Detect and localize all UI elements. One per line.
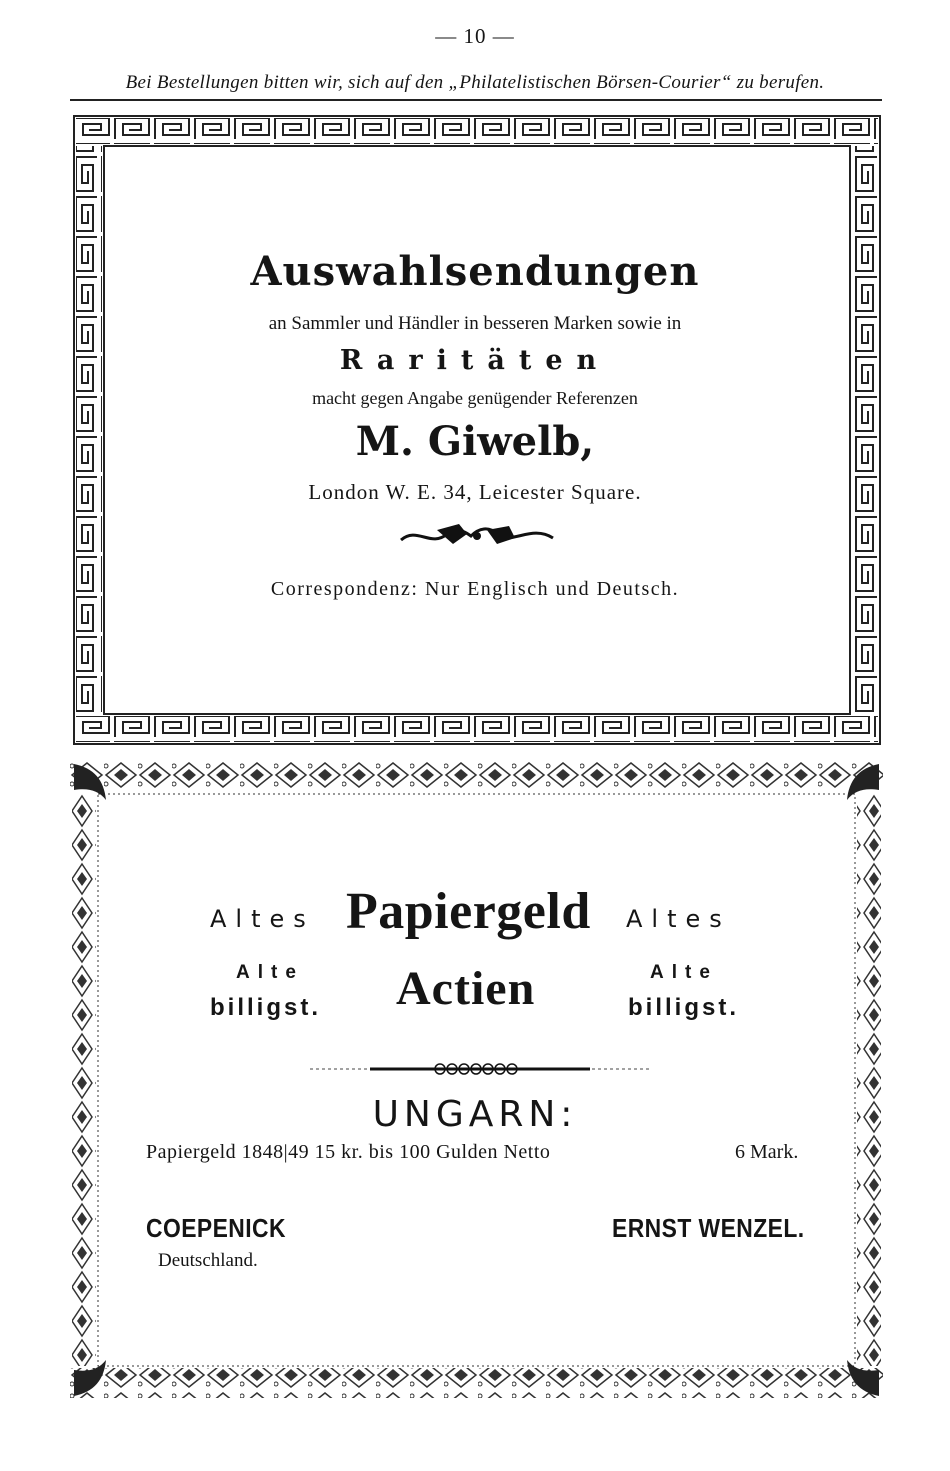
- seller-country: Deutschland.: [158, 1250, 258, 1271]
- ad1-address: London W. E. 34, Leicester Square.: [308, 480, 642, 504]
- price-value: 6 Mark.: [735, 1141, 799, 1163]
- ad1-correspondence: Correspondenz: Nur Englisch und Deutsch.: [270, 578, 680, 600]
- header-rule: [70, 99, 882, 101]
- seller-name: ERNST WENZEL.: [612, 1213, 805, 1243]
- billigst-left: billigst.: [210, 994, 321, 1021]
- ad1-dealer-name: M. Giwelb,: [355, 418, 595, 465]
- altes-right: Altes: [626, 905, 731, 933]
- ungarn-heading: UNGARN:: [372, 1094, 578, 1135]
- header-note: Bei Bestellungen bitten wir, sich auf den „Philatelistischen Börsen-Courier“ zu berufen.: [125, 72, 825, 93]
- ad1-raritaeten: Raritäten: [339, 345, 611, 376]
- divider-ornament: [310, 1060, 650, 1078]
- alte-left: Alte: [236, 962, 304, 983]
- alte-right: Alte: [650, 962, 718, 983]
- dragon-ornament-icon: [397, 520, 557, 550]
- seller-city: COEPENICK: [146, 1213, 286, 1243]
- page-number: — 10 —: [435, 24, 515, 48]
- ad1-subline: an Sammler und Händler in besseren Marken sowie in: [268, 313, 682, 334]
- actien-heading: Actien: [396, 962, 536, 1015]
- billigst-right: billigst.: [628, 994, 739, 1021]
- price-description: Papiergeld 1848|49 15 kr. bis 100 Gulden Netto: [146, 1141, 551, 1163]
- papiergeld-heading: Papiergeld: [346, 883, 591, 940]
- ad1-references-line: macht gegen Angabe genügender Referenzen: [312, 388, 638, 408]
- altes-left: Altes: [210, 905, 315, 933]
- ornamental-border: [70, 760, 883, 1400]
- ad1-title: Auswahlsendungen: [250, 248, 700, 295]
